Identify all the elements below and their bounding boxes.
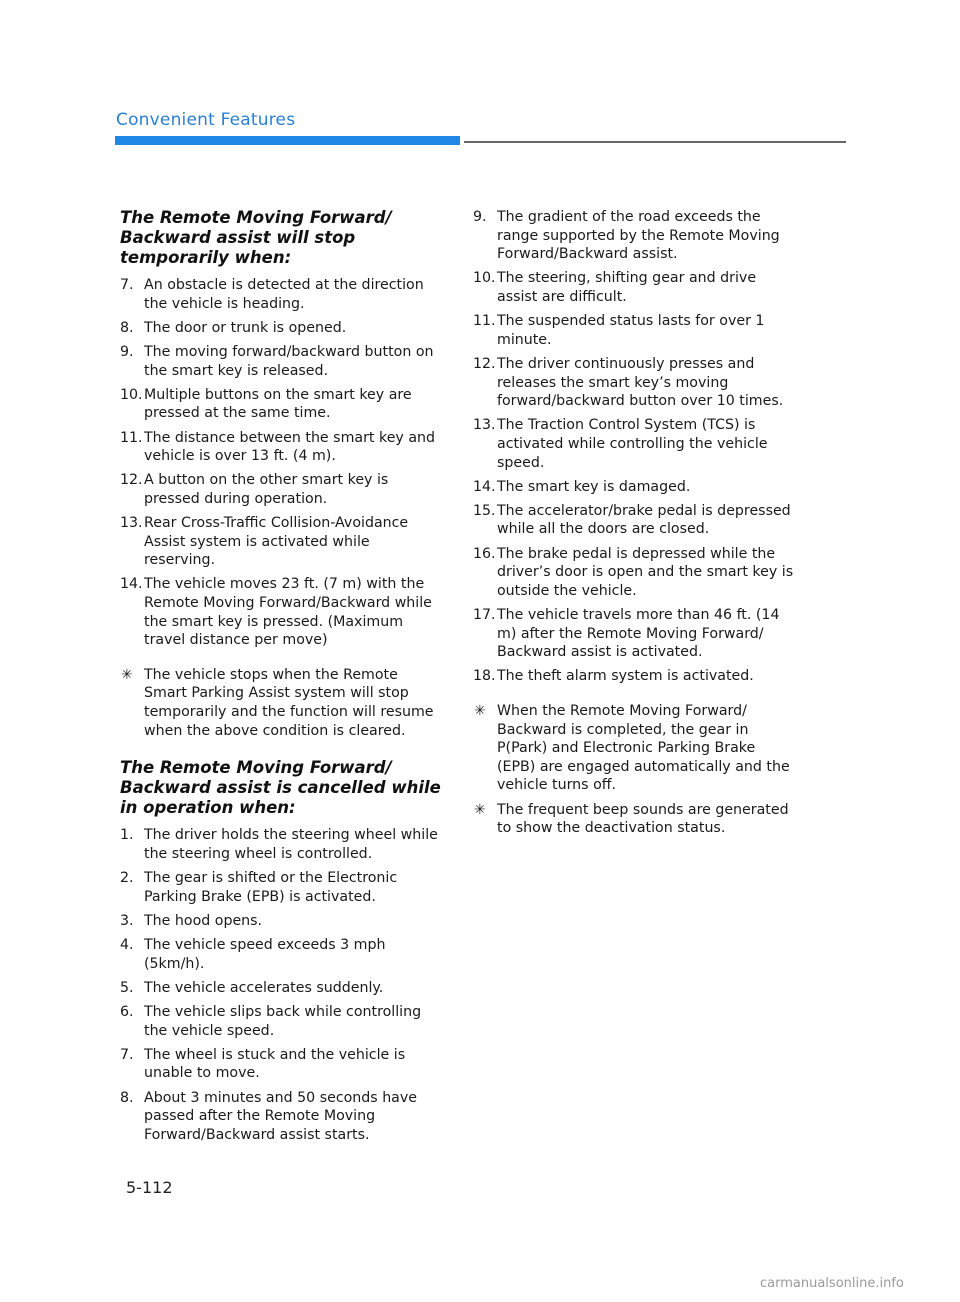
list-item: 9. The gradient of the road exceeds the range supported by the Remote Moving Forward/Backward assist.: [473, 209, 780, 263]
note-beep: ✳ The frequent beep sounds are generated to show the deactivation status.: [474, 801, 789, 837]
asterisk-note-icon: ✳: [474, 703, 486, 719]
asterisk-note-icon: ✳: [474, 801, 486, 818]
list-item: 12. A button on the other smart key is pressed during operation.: [120, 472, 389, 507]
list-item: 6. The vehicle slips back while controlling the vehicle speed.: [120, 1003, 422, 1039]
section-header-title: Convenient Features: [116, 110, 296, 130]
cancel-conditions-list: [120, 826, 445, 1144]
list-item: 5. The vehicle accelerates suddenly.: [120, 979, 384, 996]
section-heading-cancelled: The Remote Moving Forward/ Backward assist is cancelled while in operation when:: [120, 758, 441, 818]
list-item: 10. Multiple buttons on the smart key are pressed at the same time.: [120, 386, 412, 422]
list-item: 1. The driver holds the steering wheel while the steering wheel is controlled.: [120, 827, 438, 862]
list-item: 9. The moving forward/backward button on the smart key is released.: [120, 343, 434, 379]
cancel-conditions-list-continued: [473, 208, 798, 686]
list-item: 7. An obstacle is detected at the direction the vehicle is heading.: [120, 277, 424, 312]
list-item: 18. The theft alarm system is activated.: [473, 668, 754, 685]
list-item: 3. The hood opens.: [120, 912, 263, 929]
list-item: 13. The Traction Control System (TCS) is activated while controlling the vehicle speed.: [473, 417, 768, 471]
list-item: 12. The driver continuously presses and releases the smart key’s moving forward/backward button over 10 times.: [473, 355, 784, 410]
list-item: 10. The steering, shifting gear and drive assist are difficult.: [473, 270, 757, 305]
right-column: [473, 208, 798, 843]
section-heading-stop-temporarily: The Remote Moving Forward/ Backward assist will stop temporarily when:: [120, 208, 392, 267]
list-item: 8. The door or trunk is opened.: [120, 319, 347, 336]
list-item: 15. The accelerator/brake pedal is depressed while all the doors are closed.: [473, 502, 791, 538]
list-item: 13. Rear Cross-Traffic Collision-Avoidance Assist system is activated while reserving.: [120, 515, 409, 569]
list-item: 16. The brake pedal is depressed while the driver’s door is open and the smart key is outside the vehicle.: [473, 545, 794, 599]
asterisk-note-icon: ✳: [121, 666, 133, 683]
note-stop-resume: ✳ The vehicle stops when the Remote Smart Parking Assist system will stop temporarily and the function will resume when the above condition is cleared.: [121, 666, 434, 739]
list-item: 4. The vehicle speed exceeds 3 mph (5km/h).: [120, 936, 386, 972]
list-item: 8. About 3 minutes and 50 seconds have passed after the Remote Moving Forward/Backward assist starts.: [120, 1089, 418, 1143]
list-item: 7. The wheel is stuck and the vehicle is unable to move.: [120, 1046, 406, 1082]
list-item: 2. The gear is shifted or the Electronic Parking Brake (EPB) is activated.: [120, 870, 398, 905]
header-rule: [464, 141, 846, 143]
page-number: 5-112: [126, 1178, 173, 1197]
watermark: carmanualsonline.info: [760, 1276, 904, 1291]
list-item: 14. The smart key is damaged.: [473, 478, 691, 495]
list-item: 11. The distance between the smart key and vehicle is over 13 ft. (4 m).: [120, 429, 436, 465]
list-item: 14. The vehicle moves 23 ft. (7 m) with the Remote Moving Forward/Backward while the smart key is pressed. (Maximum travel distance per move): [120, 576, 432, 649]
header-rule-accent: [115, 136, 460, 145]
stop-conditions-list: [120, 276, 445, 650]
note-completed: ✳ When the Remote Moving Forward/ Backward is completed, the gear in P(Park) and Electronic Parking Brake (EPB) are engaged automatically and the vehicle turns off.: [474, 703, 790, 794]
list-item: 11. The suspended status lasts for over 1 minute.: [473, 313, 765, 348]
list-item: 17. The vehicle travels more than 46 ft. (14 m) after the Remote Moving Forward/ Backward assist is activated.: [473, 607, 780, 661]
left-column: [120, 208, 445, 1150]
